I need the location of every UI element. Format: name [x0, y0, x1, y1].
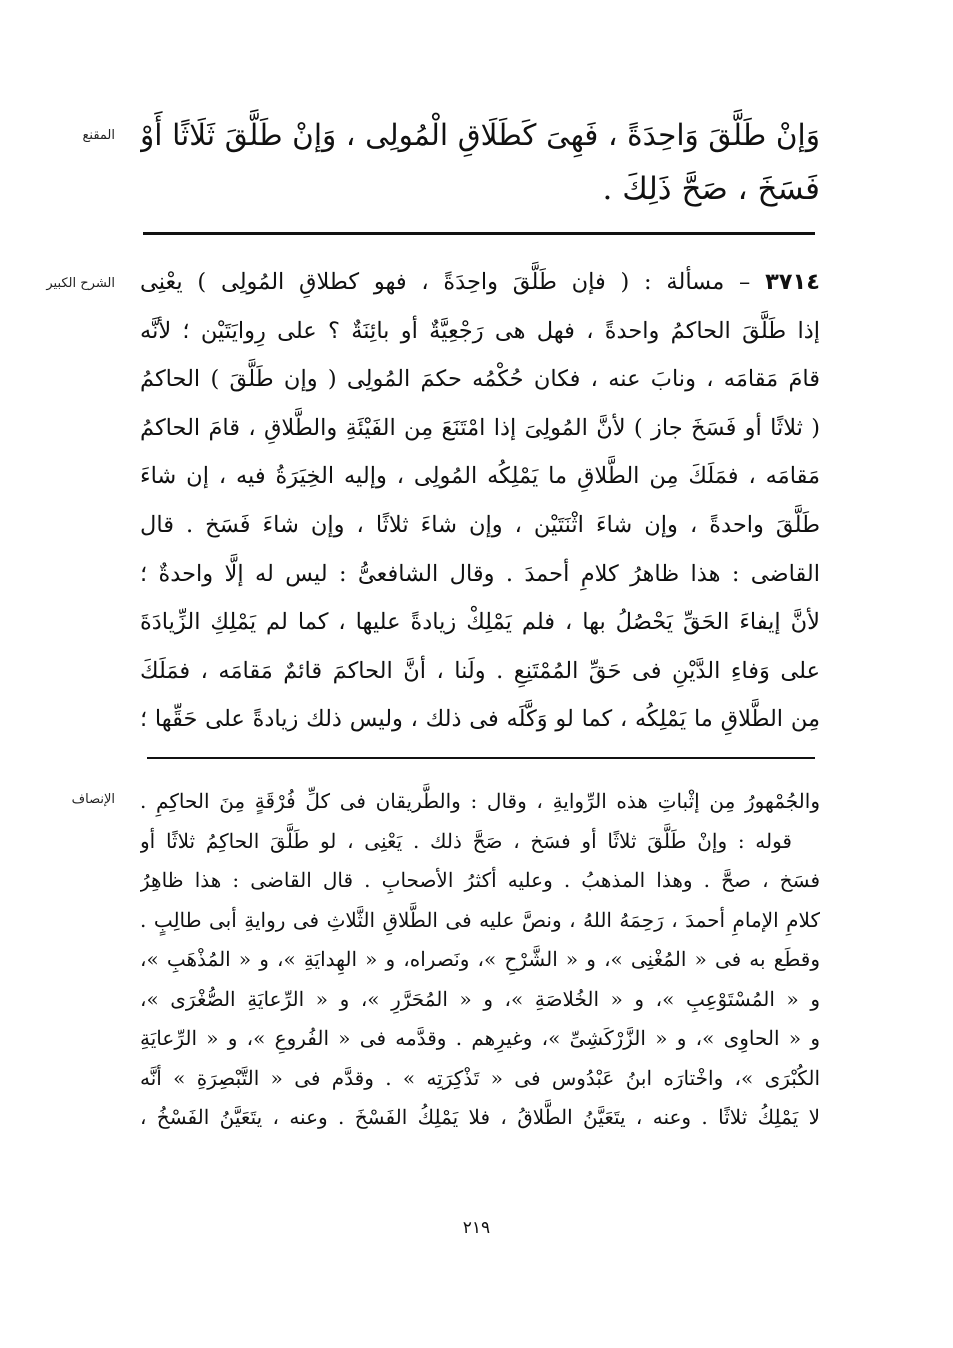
muqni-text: [140, 108, 820, 216]
sharh-line: قامَ مَقامَه ، ونابَ عنه ، فكان حُكْمُه حكمَ المُولِى ( وإن طَلَّقَ ) الحاكمُ: [140, 366, 820, 393]
muqni-line: فَسَخَ ، صَحَّ ذَلِكَ .: [602, 171, 820, 207]
insaf-line: وقطَع به فى « المُغْنِى »، و « الشَّرْحِ »، ونَصراه، و « الهِدايَةِ »، و « المُذْهَبِ »،: [140, 947, 820, 971]
insaf-line: والجُمْهورُ مِن إثْباتِ هذه الرِّوايةِ ، وقال : والطَّريقان فى كلِّ فُرْقَةٍ مِنَ الحاكِمِ .: [140, 789, 820, 813]
sharh-line: لأنَّ إيفاءَ الحَقِّ يَحْصُلُ بها ، فلم يَمْلِكْ زيادةً عليها ، كما لم يَمْلِكِ الزِّيادَةَ: [140, 609, 820, 636]
insaf-text: [140, 782, 820, 1138]
sharh-line: القاضى : هذا ظاهرُ كلامِ أحمدَ . وقال الشافعىُّ : ليس له إلَّا واحدةٌ ؛: [140, 560, 820, 587]
sharh-first-line: [140, 258, 820, 307]
page-number: ٢١٩: [462, 1218, 491, 1238]
insaf-line: الكُبْرَى »، واخْتارَه ابنُ عَبْدُوس فى « تَذْكِرَتِه » . وقدَّم فى « التَّبْصِرَةِ » أنَّه: [140, 1065, 820, 1090]
insaf-line: قوله : وإنْ طَلَّقَ ثلاثًا أو فسَخ ، صَحَّ ذلك . يَعْنِى ، لو طَلَّقَ الحاكِمُ ثلاثًا أو: [140, 828, 792, 853]
sharh-line: طَلَّقَ واحدةً ، وإن شاءَ اثْنَتَيْن ، وإن شاءَ ثلاثًا ، وإن شاءَ فَسَخ . قال: [140, 511, 820, 538]
section-divider: [143, 232, 815, 235]
section-divider: [147, 757, 815, 759]
insaf-line: و « الحاوِى »، و « الزَّرْكَشِىِّ »، وغيرِهم . وقدَّمه فى « الفُروعِ »، و « الرِّعايَةِ: [140, 1026, 820, 1050]
insaf-line: فسَخ ، صحَّ . وهذا المذهبُ . وعليه أكثرُ الأصحابِ . قال القاضى : هذا ظاهِرُ: [140, 868, 820, 892]
muqni-line: وَإنْ طَلَّقَ وَاحِدَةً ، فَهِىَ كَطَلَاقِ الْمُولِى ، وَإنْ طَلَّقَ ثَلَاثًا أَوْ: [140, 118, 820, 152]
sharh-line: مِن الطَّلاقِ ما يَمْلِكُه ، كما لو وَكَّلَه فى ذلك ، وليس ذلك زيادةً على حَقِّها ؛: [140, 706, 820, 733]
issue-number: ٣٧١٤: [765, 269, 820, 295]
sharh-line: مَقامَه ، فمَلَكَ مِن الطَّلاقِ ما يَمْلِكُه المُولِى ، وإليه الخِيَرَةُ فيه ، إن شاءَ: [140, 463, 820, 490]
insaf-line: كلامِ الإمامِ أحمدَ ، رَحِمَهُ اللهُ ، ونصَّ عليه فى الطَّلاقِ الثَّلاثِ فى روايةِ أبى طالِبٍ .: [140, 907, 820, 932]
sharh-line: إذا طَلَّقَ الحاكمُ واحدةً ، فهل هى رَجْعِيَّةٌ أو بائِنَةٌ ؟ على رِوايَتَيْن ؛ لأنَّه: [140, 317, 820, 344]
insaf-line: لا يَمْلِكُ ثلاثًا . وعنه ، يتَعَيَّنُ الطَّلاقُ ، فلا يَمْلِكُ الفَسْخَ . وعنه ، يتَعَيَّنُ الفَسْخُ ،: [140, 1105, 820, 1129]
margin-label-insaf: الإنصاف: [71, 792, 115, 807]
insaf-line: و « المُسْتَوْعِبِ »، و « الخُلاصَةِ »، و « المُحَرَّرِ »، و « الرِّعايَةِ الصُّغْرَى »،: [140, 986, 820, 1011]
sharh-line: على وَفاءِ الدَّيْنِ فى حَقِّ المُمْتَنِعِ . ولَنا ، أنَّ الحاكمَ قائمٌ مَقامَه ، فمَلَكَ: [140, 657, 820, 684]
sharh-text: [140, 258, 820, 744]
margin-label-muqni: المقنع: [82, 128, 115, 143]
sharh-line-rest: – مسألة : ( فإن طَلَّقَ واحِدَةً ، فهو كطلاقِ المُولِى ) يعْنِى: [140, 269, 751, 295]
margin-label-sharh: الشرح الكبير: [46, 276, 115, 291]
sharh-line: ( ثلاثًا أو فَسَخَ جاز ) لأنَّ المُولِىَ إذا امْتَنَعَ مِن الفَيْئَةِ والطَّلاقِ ، قامَ الحاكمُ: [140, 414, 820, 441]
